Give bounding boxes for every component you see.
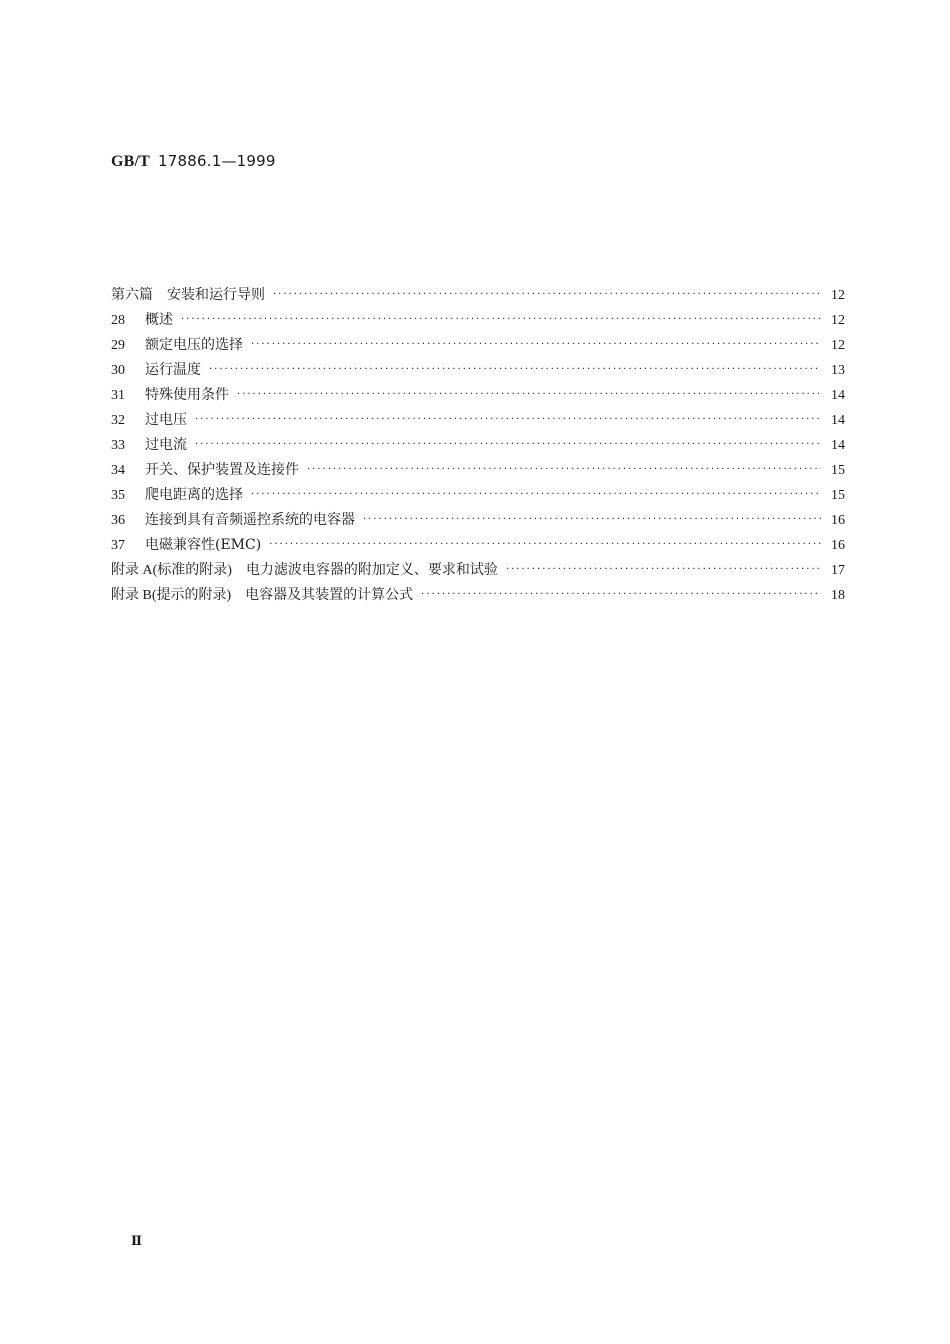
toc-entry[interactable] — [111, 359, 845, 384]
toc-entry-title: 连接到具有音频遥控系统的电容器 — [145, 512, 355, 528]
toc-entry-number: 第六篇 — [111, 288, 153, 303]
standard-prefix: GB/T — [111, 153, 151, 170]
toc-entry-number: 33 — [111, 438, 125, 453]
toc-entry-title: 过电流 — [145, 437, 187, 453]
dot-leader — [209, 364, 821, 375]
toc-entry[interactable] — [111, 434, 845, 459]
dot-leader — [421, 589, 821, 600]
dot-leader — [363, 514, 821, 525]
toc-entry[interactable] — [111, 309, 845, 334]
dot-leader — [273, 289, 821, 300]
dot-leader — [181, 314, 821, 325]
toc-entry-page: 17 — [831, 563, 845, 578]
toc-entry[interactable] — [111, 284, 845, 309]
dot-leader — [195, 439, 821, 450]
toc-entry-number: 附录 A(标准的附录) — [111, 563, 232, 578]
toc-entry-page: 12 — [831, 313, 845, 328]
toc-entry-title: 概述 — [145, 312, 173, 328]
toc-entry-page: 13 — [831, 363, 845, 378]
toc-entry-title: 额定电压的选择 — [145, 337, 243, 353]
toc-entry-number: 31 — [111, 388, 125, 403]
toc-entry-title: 电力滤波电容器的附加定义、要求和试验 — [245, 562, 498, 578]
toc-entry-page: 14 — [831, 413, 845, 428]
document-header — [111, 152, 276, 171]
toc-entry-number: 36 — [111, 513, 125, 528]
toc-entry-title: 特殊使用条件 — [145, 387, 229, 403]
toc-entry-number: 30 — [111, 363, 125, 378]
toc-entry-page: 14 — [831, 388, 845, 403]
toc-entry-number: 35 — [111, 488, 125, 503]
toc-entry-title: 电磁兼容性(EMC) — [145, 537, 262, 553]
toc-entry-title: 过电压 — [145, 412, 187, 428]
toc-entry-page: 16 — [831, 513, 845, 528]
toc-entry[interactable] — [111, 559, 845, 584]
toc-entry-page: 14 — [831, 438, 845, 453]
toc-entry-page: 12 — [831, 338, 845, 353]
toc-entry[interactable] — [111, 484, 845, 509]
toc-entry-number: 29 — [111, 338, 125, 353]
dot-leader — [506, 564, 821, 575]
dot-leader — [251, 489, 821, 500]
toc-entry-number: 37 — [111, 538, 125, 553]
toc-entry-page: 15 — [831, 463, 845, 478]
toc-entry-number: 34 — [111, 463, 125, 478]
toc-entry[interactable] — [111, 384, 845, 409]
toc-entry[interactable] — [111, 534, 845, 559]
toc-entry-title: 开关、保护装置及连接件 — [145, 462, 299, 478]
toc-entry[interactable] — [111, 509, 845, 534]
toc-entry-title: 电容器及其装置的计算公式 — [245, 587, 414, 603]
toc-entry-page: 18 — [831, 588, 845, 603]
table-of-contents — [111, 284, 845, 609]
toc-entry-number: 32 — [111, 413, 125, 428]
page-number: Ⅱ — [131, 1233, 142, 1248]
toc-entry[interactable] — [111, 584, 845, 609]
standard-number: 17886.1—1999 — [158, 152, 276, 170]
toc-entry-number: 28 — [111, 313, 125, 328]
toc-entry-page: 12 — [831, 288, 845, 303]
dot-leader — [269, 539, 821, 550]
toc-entry[interactable] — [111, 334, 845, 359]
toc-entry[interactable] — [111, 459, 845, 484]
toc-entry[interactable] — [111, 409, 845, 434]
toc-entry-page: 16 — [831, 538, 845, 553]
toc-entry-number: 附录 B(提示的附录) — [111, 588, 232, 603]
toc-entry-title: 运行温度 — [145, 362, 201, 378]
toc-entry-title: 安装和运行导则 — [167, 287, 265, 303]
dot-leader — [251, 339, 821, 350]
toc-entry-page: 15 — [831, 488, 845, 503]
dot-leader — [237, 389, 821, 400]
toc-entry-title: 爬电距离的选择 — [145, 487, 243, 503]
dot-leader — [307, 464, 821, 475]
dot-leader — [195, 414, 821, 425]
